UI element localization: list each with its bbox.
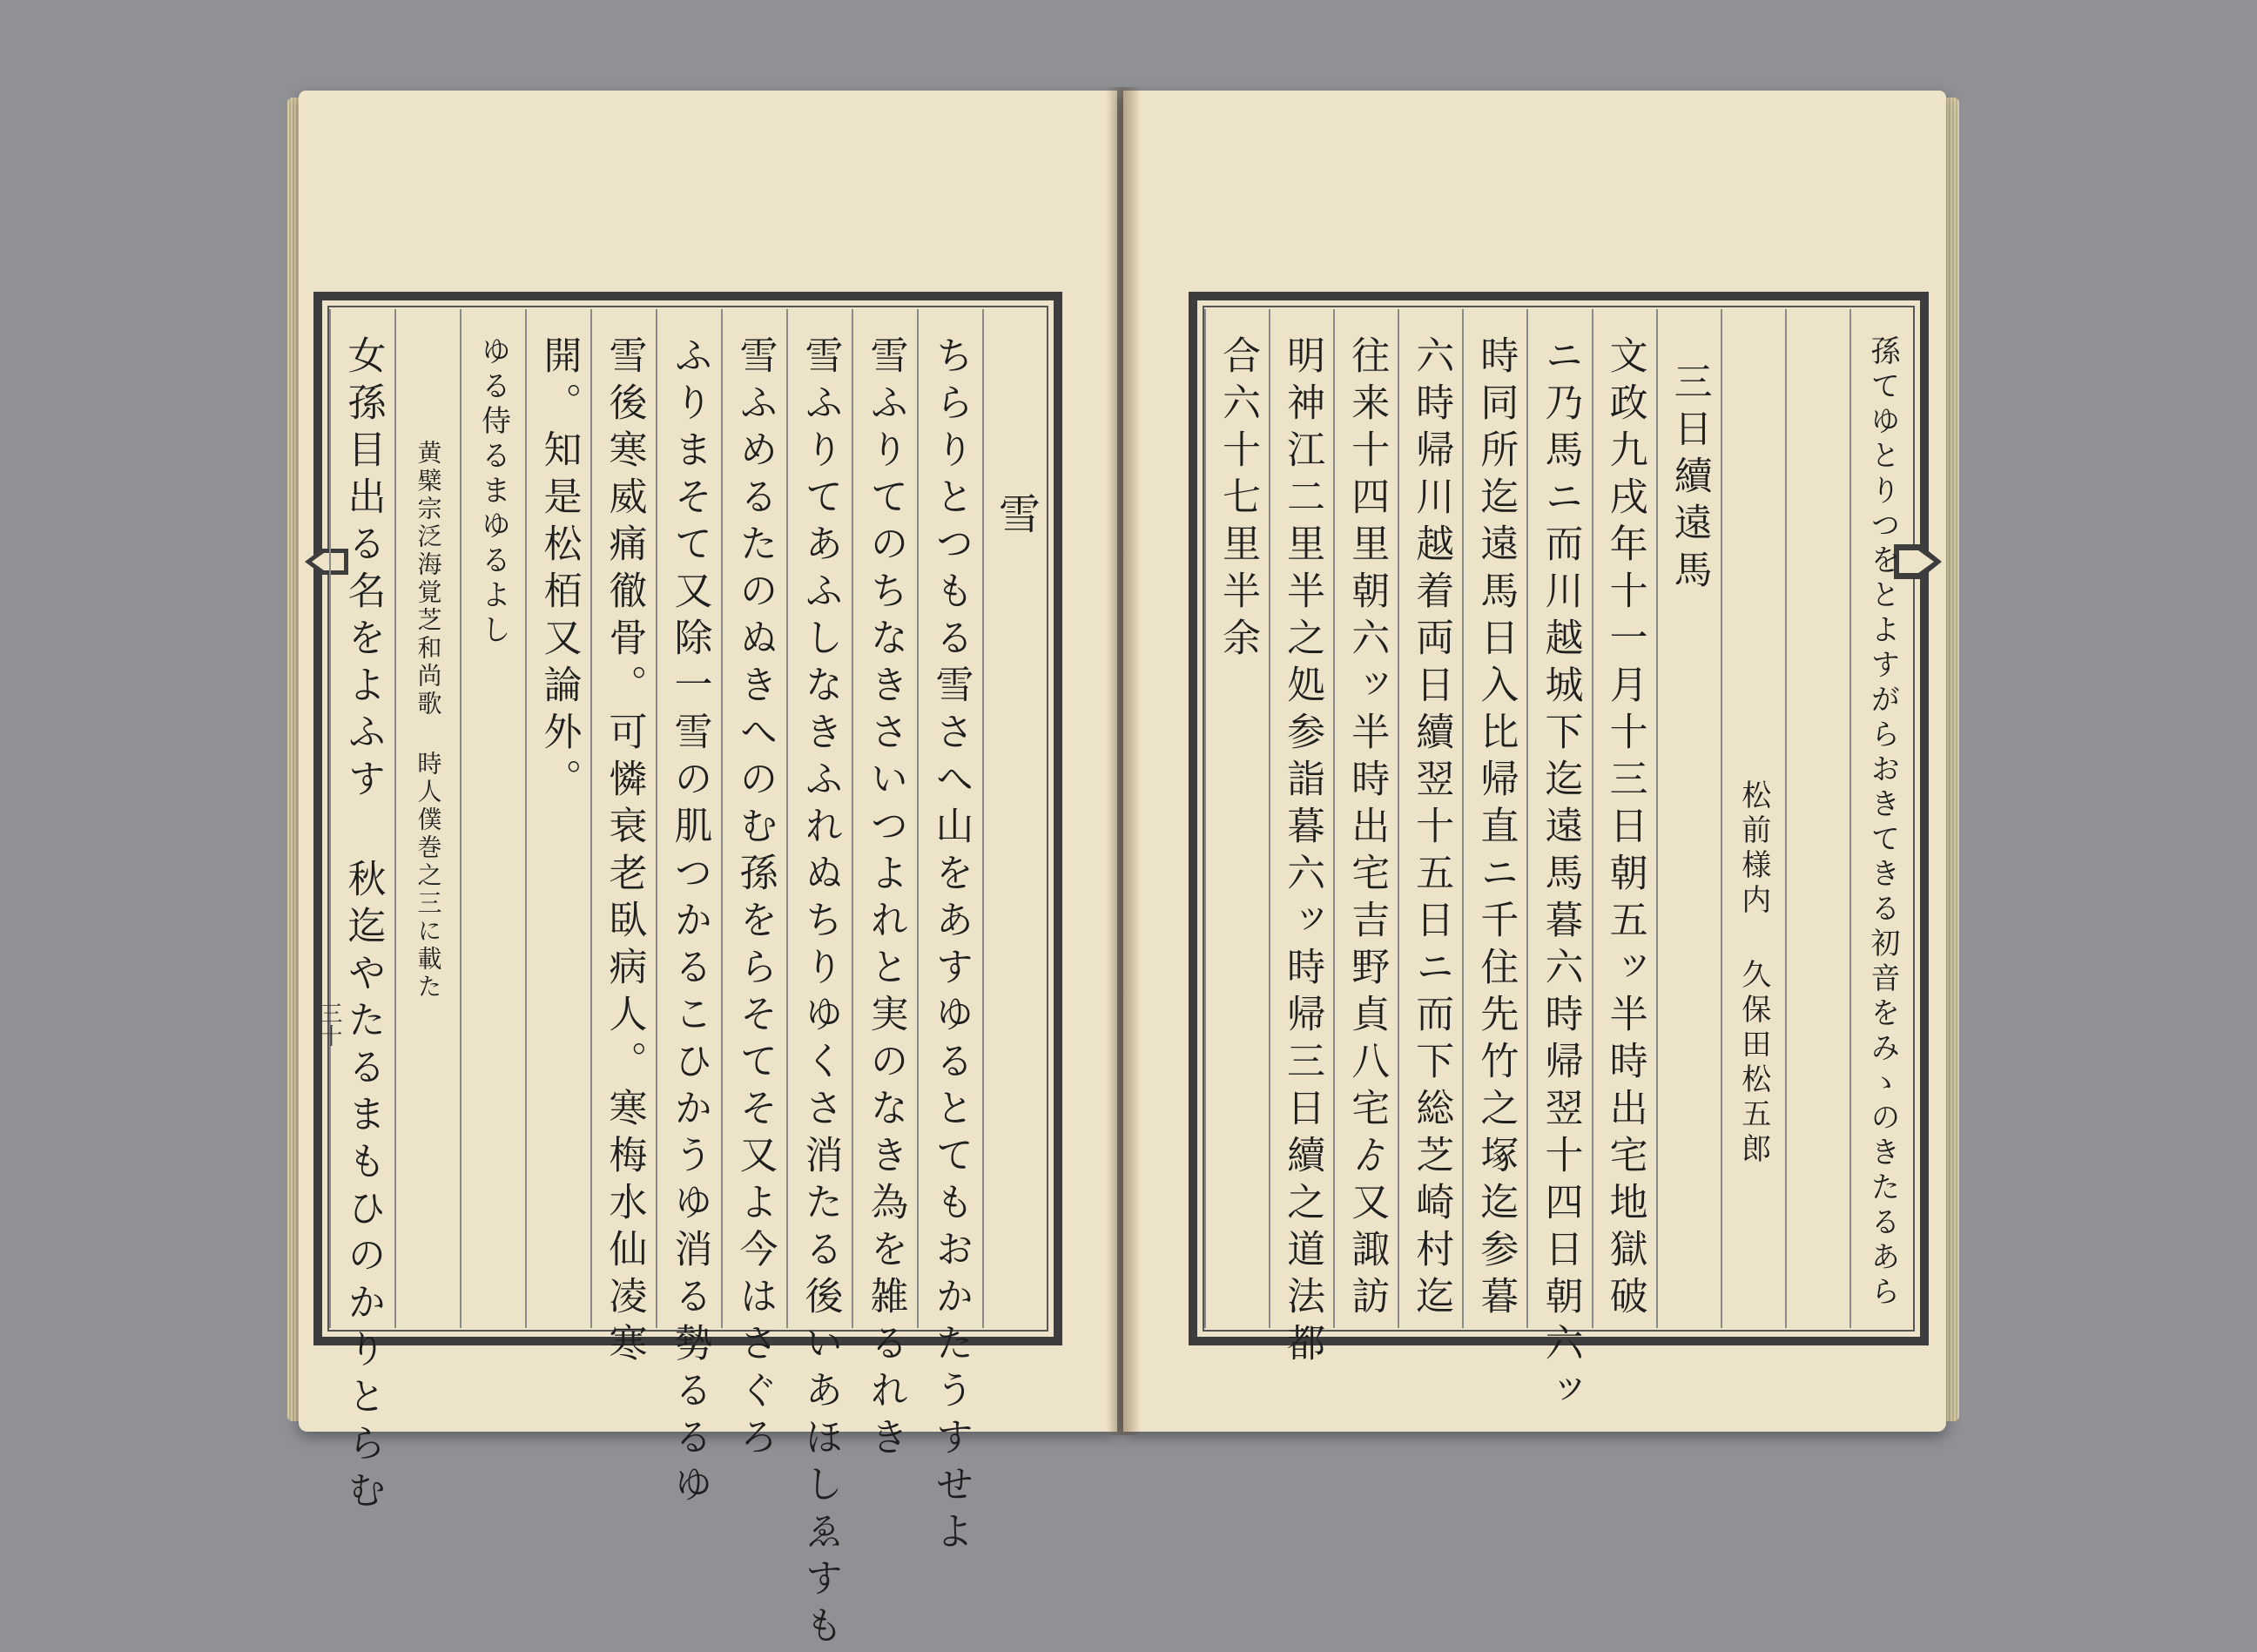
- right-col-3: [1721, 309, 1785, 1328]
- right-col-11: [1204, 309, 1269, 1328]
- left-title: 雪: [991, 492, 1041, 543]
- left-line: 女孫目出る名をよふす 秋迄やたるまもひのかりとらむ: [340, 335, 386, 1517]
- right-line: 合六十七里半余: [1216, 335, 1261, 664]
- left-attribution: 黄檗宗泛海覚芝和尚歌 時人僕巻之三に載た: [414, 440, 443, 1001]
- left-col-8: [525, 309, 590, 1328]
- right-line: 孫てゆとりつをとよすがらおきてきる初音をみゝのきたるあら: [1864, 335, 1900, 1311]
- right-col-5: [1592, 309, 1656, 1328]
- right-line: 明神江二里半之処参詣暮六ッ時帰三日續之道法都: [1280, 335, 1325, 1370]
- left-line: ふりまそて又除一雪の肌つかるこひかうゆ消る勢るるゆ: [667, 335, 712, 1511]
- left-col-1: [982, 309, 1048, 1328]
- left-line: 雪後寒威痛徹骨。可憐衰老臥病人。寒梅水仙凌寒: [602, 335, 647, 1370]
- left-col-2: [917, 309, 982, 1558]
- right-author: 松前様内 久保田松五郎: [1735, 779, 1771, 1168]
- right-col-9: [1333, 309, 1398, 1328]
- left-col-9: [460, 309, 525, 1328]
- left-col-5: [721, 309, 786, 1464]
- right-line: 六時帰川越着両日續翌十五日ニ而下総芝崎村迄: [1409, 335, 1454, 1323]
- left-col-4: [786, 309, 852, 1652]
- left-page-columns: [329, 309, 1048, 1652]
- left-line: 雪ふめるたのぬきへのむ孫をらそてそ又よ今はさぐろ: [732, 335, 778, 1464]
- left-line: 雪ふりてのちなきさいつよれと実のなき為を雑るれき: [863, 335, 908, 1464]
- right-line: 文政九戌年十一月十三日朝五ッ半時出宅地獄破: [1602, 335, 1647, 1323]
- right-page-columns: [1204, 309, 1914, 1417]
- right-col-1: [1849, 309, 1914, 1328]
- left-col-3: [852, 309, 917, 1464]
- left-col-10: [394, 309, 460, 1328]
- right-col-7: [1462, 309, 1526, 1328]
- left-col-11: [329, 309, 394, 1517]
- right-line: ニ乃馬ニ而川越城下迄遠馬暮六時帰翌十四日朝六ッ: [1538, 335, 1583, 1417]
- right-col-8: [1398, 309, 1462, 1328]
- book-gutter: [1106, 87, 1141, 1435]
- right-col-6: [1526, 309, 1591, 1417]
- right-title: 三日續遠馬: [1667, 361, 1712, 597]
- right-line: 時同所迄遠馬日入比帰直ニ千住先竹之塚迄参暮: [1473, 335, 1519, 1323]
- left-line: ちらりとつもる雪さへ山をあすゆるとてもおかたうすせよ: [928, 335, 974, 1558]
- page-number: 三十: [316, 1001, 342, 1047]
- right-col-2: [1785, 309, 1849, 1328]
- right-col-10: [1269, 309, 1333, 1370]
- left-line: ゆる侍るまゆるよし: [475, 335, 511, 649]
- left-line: 開。知是松栢又論外。: [536, 335, 582, 806]
- left-col-6: [656, 309, 721, 1511]
- left-line: 雪ふりてあふしなきふれぬちりゆくさ消たる後いあほしゑすも: [798, 335, 843, 1652]
- left-col-7: [590, 309, 656, 1370]
- right-line: 往来十四里朝六ッ半時出宅吉野貞八宅ゟ又諏訪: [1344, 335, 1390, 1323]
- right-col-4: [1656, 309, 1721, 1328]
